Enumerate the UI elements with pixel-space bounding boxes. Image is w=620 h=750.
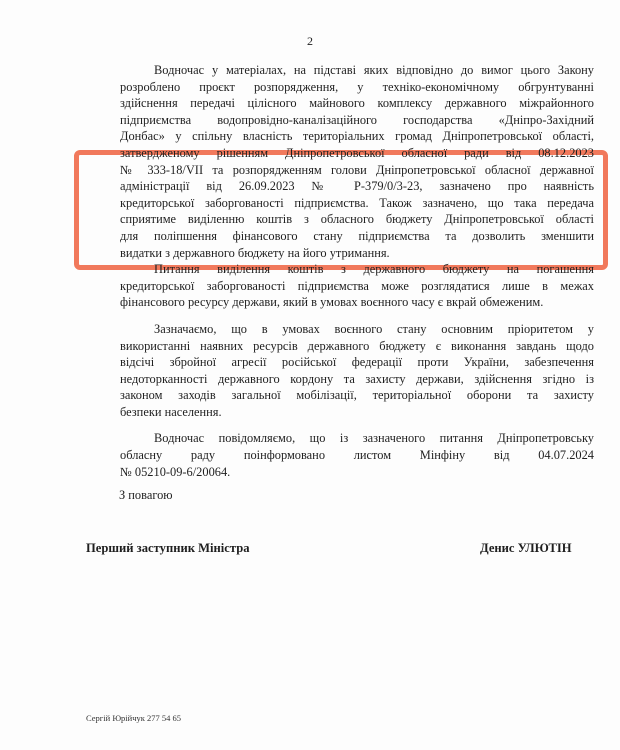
text-line: підприємства водопровідно-каналізаційного господарства «Дніпро-Західний: [120, 112, 594, 127]
paragraph-3: [86, 321, 594, 421]
text-line: видатки з державного бюджету на його утримання.: [120, 245, 390, 260]
letter-body: [86, 62, 594, 480]
text-line: для поліпшення фінансового стану підприємства та дозволить зменшити: [120, 228, 594, 243]
text-line: обласну раду поінформовано листом Мінфіну від 04.07.2024: [120, 448, 594, 463]
text-line: Водночас у матеріалах, на підставі яких відповідно до вимог цього Закону: [154, 63, 594, 77]
text-line: фінансового ресурсу держави, який в умовах воєнного часу є вкрай обмеженим.: [120, 295, 544, 310]
paragraph-4: [86, 430, 594, 480]
text-line: кредиторської заборгованості підприємства. Також зазначено, що така передача: [120, 195, 594, 210]
text-line: кредиторської заборгованості підприємства може розглядатися лише в межах: [120, 278, 594, 293]
text-line: відсічі збройної агресії російської федерації проти України, забезпечення: [120, 355, 594, 370]
text-line: недоторканності державного кордону та захисту держави, здійснення згідно із: [120, 371, 594, 386]
text-line: Питання виділення коштів з державного бюджету на погашення: [154, 262, 594, 277]
text-line: законом заходів загальної мобілізації, територіальної оборони та захисту: [120, 388, 594, 403]
text-line: використанні наявних ресурсів державного бюджету є виконання завдань щодо: [120, 338, 594, 353]
text-line: здійснення передачі цілісного майнового комплексу державного міжрайонного: [120, 96, 594, 111]
text-line: сприятиме виділенню коштів з обласного бюджету Дніпропетровської області: [120, 212, 594, 227]
text-line: затвердженому рішенням Дніпропетровської обласної ради від 08.12.2023: [120, 145, 594, 160]
text-line: безпеки населення.: [120, 404, 222, 419]
paragraph-2: [86, 261, 594, 311]
closing-phrase: З повагою: [119, 488, 173, 502]
executor-footer: Сергій Юрійчук 277 54 65: [86, 713, 181, 723]
text-line: № 05210-09-6/20064.: [120, 464, 231, 479]
text-line: № 333-18/VII та розпорядженням голови Дніпропетровської обласної державної: [120, 162, 594, 177]
text-line: Зазначаємо, що в умовах воєнного стану основним пріоритетом у: [154, 321, 594, 336]
signatory-title: Перший заступник Міністра: [86, 541, 250, 555]
signatory-name: Денис УЛЮТІН: [480, 541, 572, 555]
text-line: Водночас повідомляємо, що із зазначеного питання Дніпропетровську: [154, 431, 594, 446]
text-line: адміністрації від 26.09.2023 № Р-379/0/3-23, зазначено про наявність: [120, 179, 594, 194]
text-line: Донбас» у спільну власність територіальних громад Дніпропетровської області,: [120, 129, 594, 144]
page-number: 2: [307, 34, 313, 48]
paragraph-1: [86, 62, 594, 261]
text-line: розроблено проєкт розпорядження, у техніко-економічному обгрунтуванні: [120, 79, 594, 94]
